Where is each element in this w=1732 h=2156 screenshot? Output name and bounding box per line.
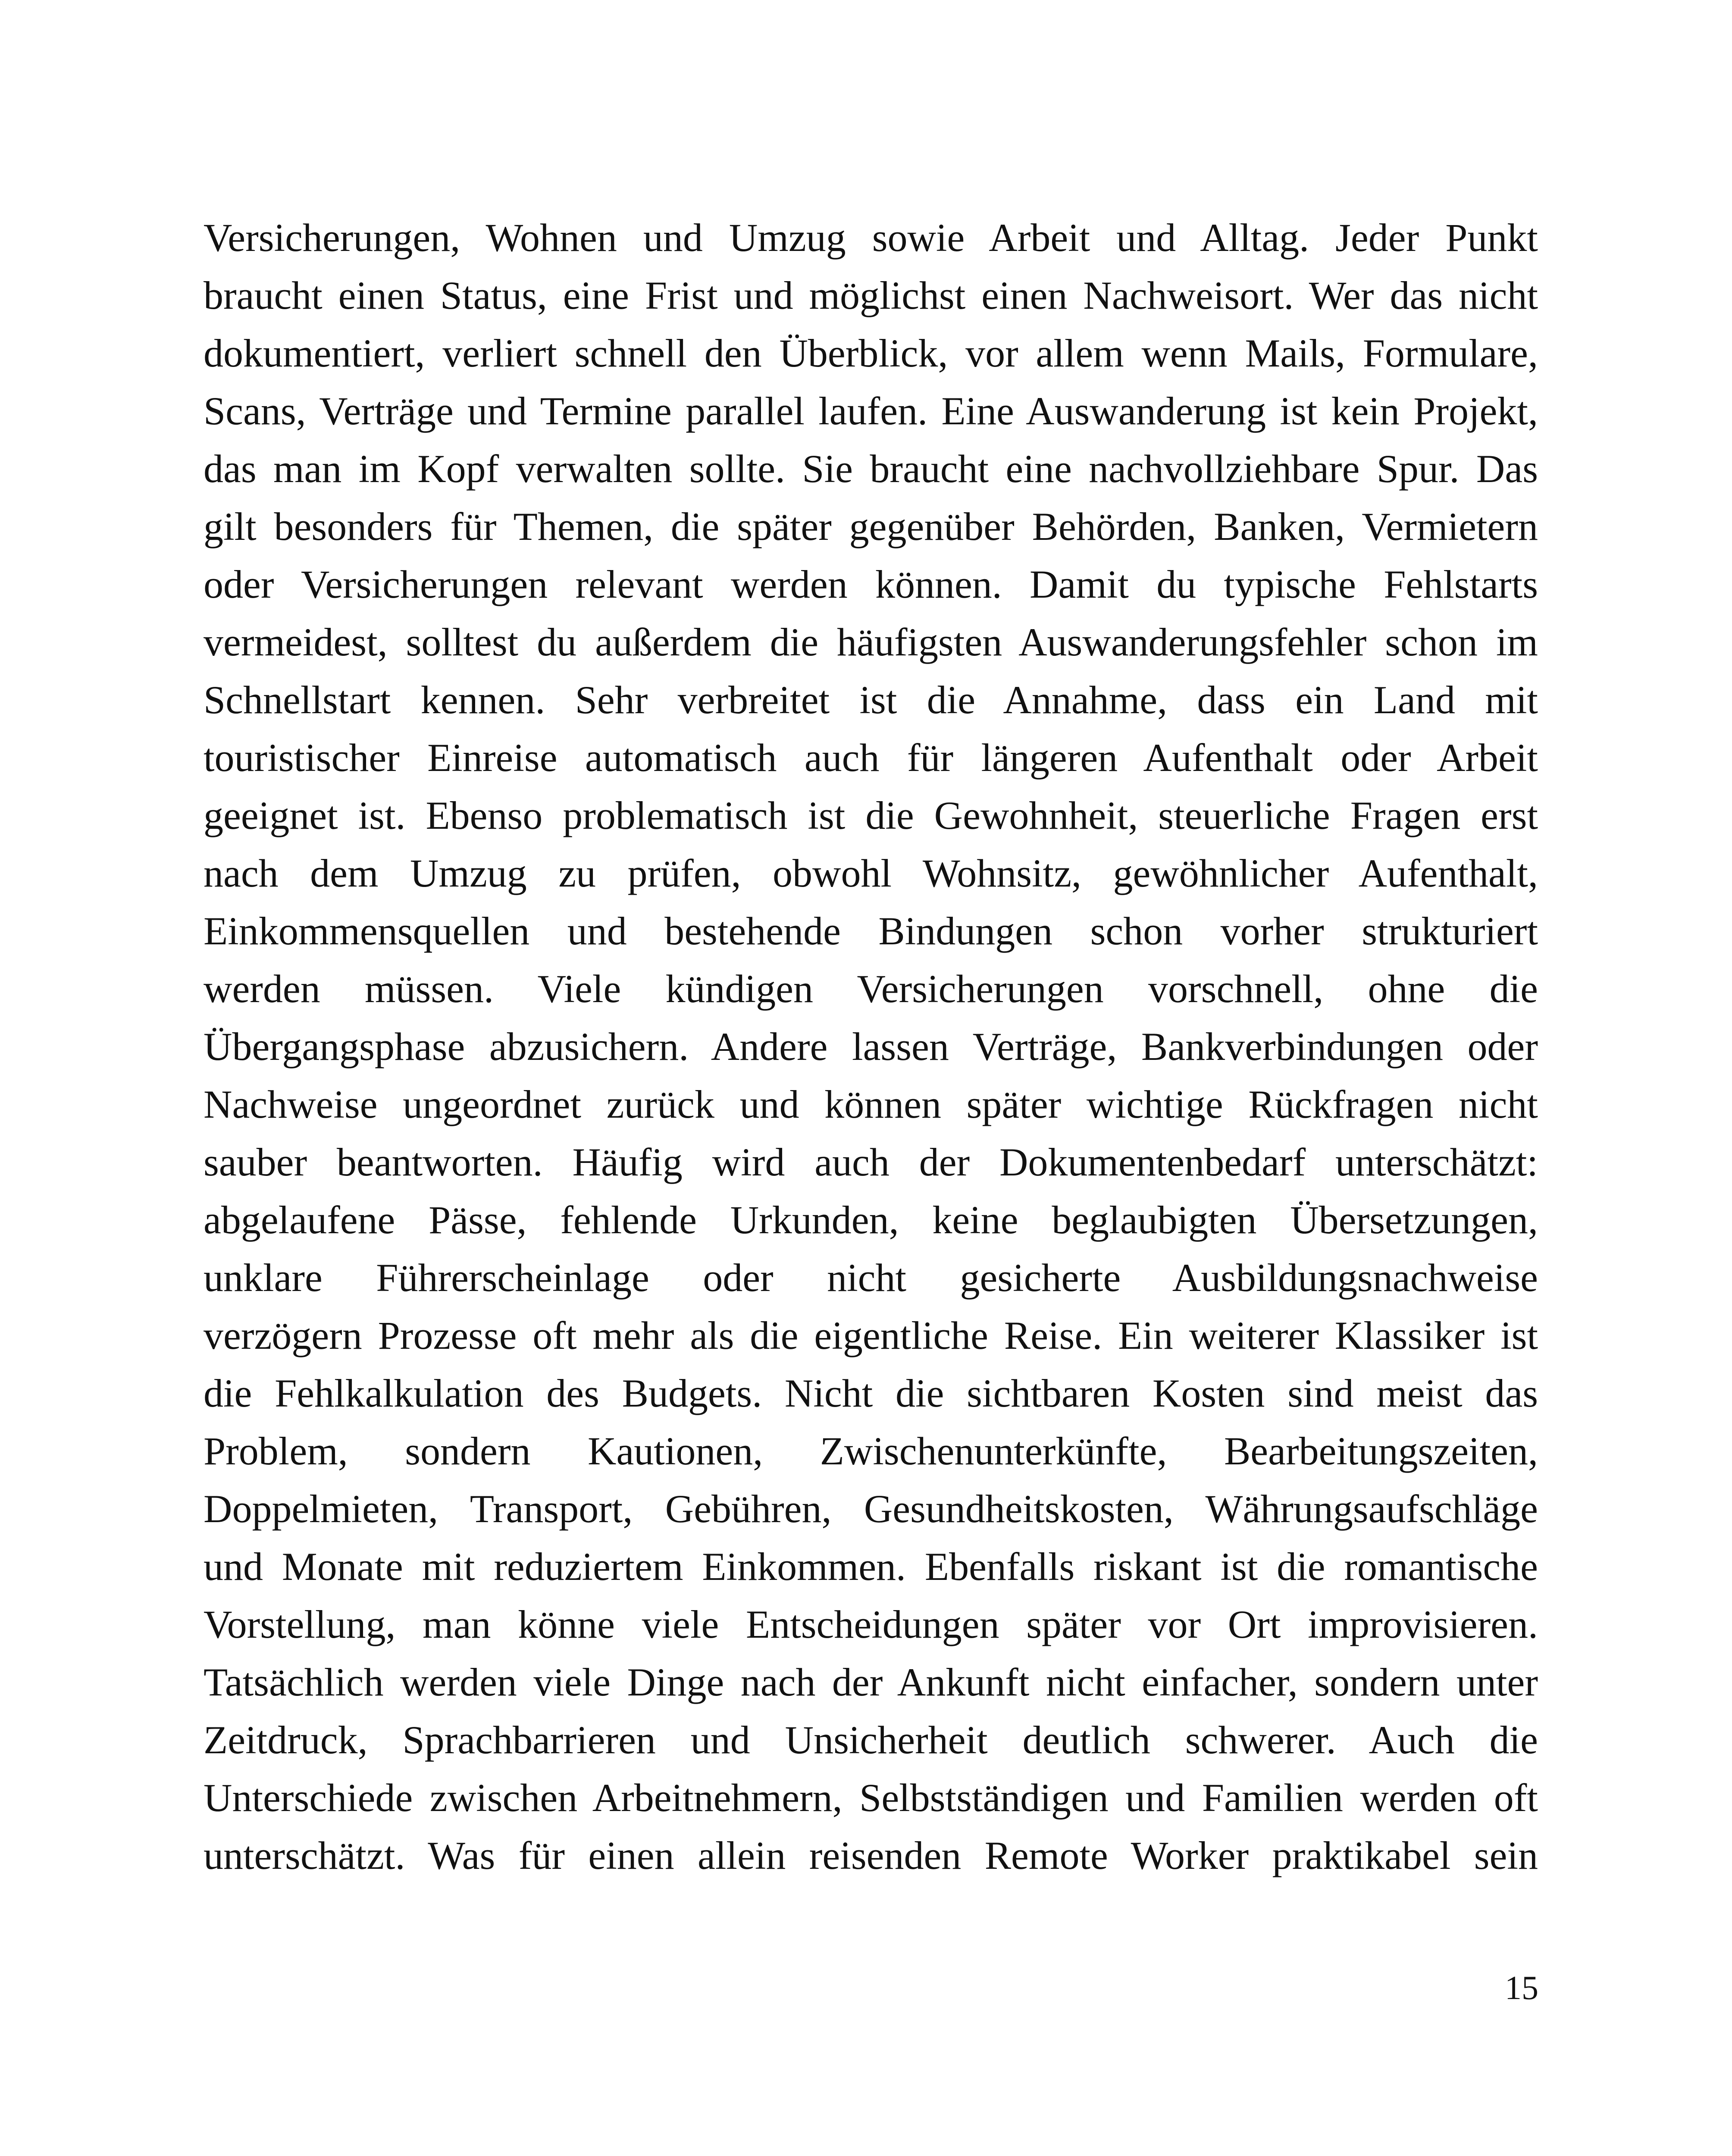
text-line: sauber beantworten. Häufig wird auch der Dokumentenbedarf unterschätzt: xyxy=(204,1140,1538,1184)
text-line: Doppelmieten, Transport, Gebühren, Gesundheitskosten, Währungsaufschläge xyxy=(204,1487,1538,1531)
text-line: Unterschiede zwischen Arbeitnehmern, Selbstständigen und Familien werden oft xyxy=(204,1776,1538,1820)
text-line: abgelaufene Pässe, fehlende Urkunden, keine beglaubigten Übersetzungen, xyxy=(204,1198,1538,1242)
text-line: Problem, sondern Kautionen, Zwischenunterkünfte, Bearbeitungszeiten, xyxy=(204,1429,1538,1473)
text-line: und Monate mit reduziertem Einkommen. Ebenfalls riskant ist die romantische xyxy=(204,1545,1538,1589)
text-line: Nachweise ungeordnet zurück und können später wichtige Rückfragen nicht xyxy=(204,1082,1538,1126)
text-line: die Fehlkalkulation des Budgets. Nicht die sichtbaren Kosten sind meist das xyxy=(204,1371,1538,1415)
text-line: Versicherungen, Wohnen und Umzug sowie Arbeit und Alltag. Jeder Punkt xyxy=(204,216,1538,260)
text-line: Tatsächlich werden viele Dinge nach der Ankunft nicht einfacher, sondern unter xyxy=(204,1660,1538,1704)
text-line: braucht einen Status, eine Frist und möglichst einen Nachweisort. Wer das nicht xyxy=(204,273,1538,317)
text-line: touristischer Einreise automatisch auch für längeren Aufenthalt oder Arbeit xyxy=(204,736,1538,780)
text-line: unklare Führerscheinlage oder nicht gesicherte Ausbildungsnachweise xyxy=(204,1256,1538,1300)
text-line: Übergangsphase abzusichern. Andere lassen Verträge, Bankverbindungen oder xyxy=(204,1025,1538,1069)
text-line: Vorstellung, man könne viele Entscheidungen später vor Ort improvisieren. xyxy=(204,1602,1538,1646)
text-line: Zeitdruck, Sprachbarrieren und Unsicherheit deutlich schwerer. Auch die xyxy=(204,1718,1538,1762)
text-line: verzögern Prozesse oft mehr als die eigentliche Reise. Ein weiterer Klassiker ist xyxy=(204,1313,1538,1357)
text-line: Scans, Verträge und Termine parallel laufen. Eine Auswanderung ist kein Projekt, xyxy=(204,389,1538,433)
text-line: dokumentiert, verliert schnell den Überblick, vor allem wenn Mails, Formulare, xyxy=(204,331,1538,375)
text-line: gilt besonders für Themen, die später gegenüber Behörden, Banken, Vermietern xyxy=(204,505,1538,548)
text-line: das man im Kopf verwalten sollte. Sie braucht eine nachvollziehbare Spur. Das xyxy=(204,447,1538,491)
text-line: geeignet ist. Ebenso problematisch ist die Gewohnheit, steuerliche Fragen erst xyxy=(204,793,1538,837)
text-line: nach dem Umzug zu prüfen, obwohl Wohnsitz, gewöhnlicher Aufenthalt, xyxy=(204,851,1538,895)
text-line: werden müssen. Viele kündigen Versicherungen vorschnell, ohne die xyxy=(204,967,1538,1011)
page-number: 15 xyxy=(1505,1969,1538,2006)
text-line: oder Versicherungen relevant werden können. Damit du typische Fehlstarts xyxy=(204,562,1538,606)
text-line: Einkommensquellen und bestehende Bindungen schon vorher strukturiert xyxy=(204,909,1538,953)
text-line: Schnellstart kennen. Sehr verbreitet ist die Annahme, dass ein Land mit xyxy=(204,678,1538,722)
body-text xyxy=(204,209,1538,1884)
text-line: unterschätzt. Was für einen allein reisenden Remote Worker praktikabel sein xyxy=(204,1833,1538,1877)
text-line: vermeidest, solltest du außerdem die häufigsten Auswanderungsfehler schon im xyxy=(204,620,1538,664)
